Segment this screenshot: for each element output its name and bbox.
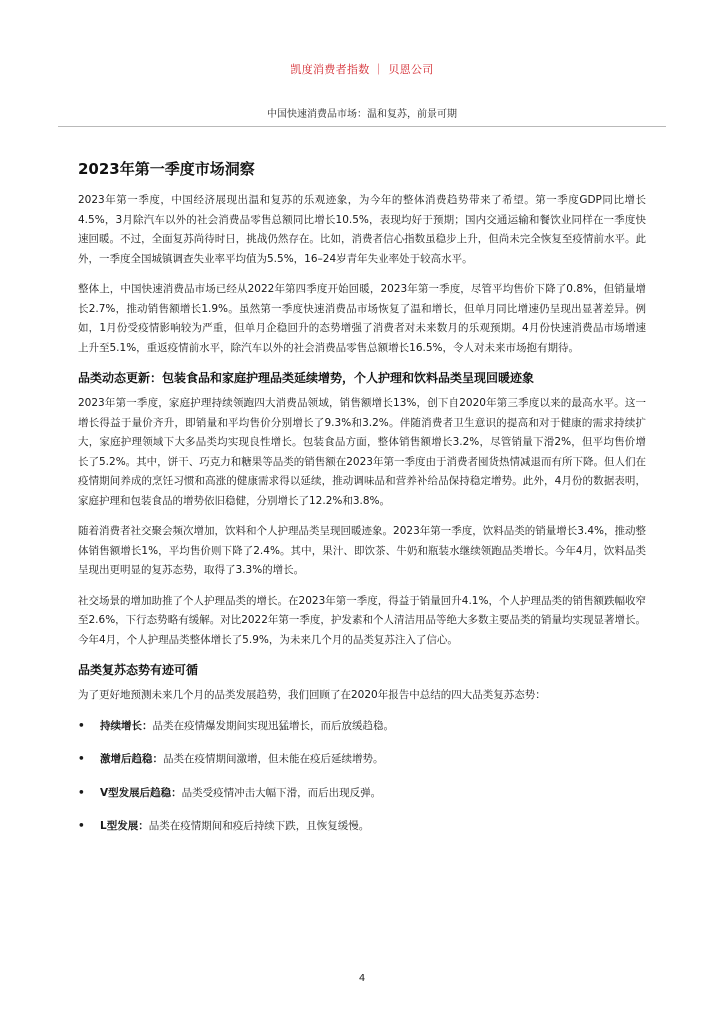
list-item [78, 750, 646, 770]
paragraph: 为了更好地预测未来几个月的品类发展趋势，我们回顾了在2020年报告中总结的四大品类复苏态势： [78, 689, 546, 701]
list-item-term: 持续增长： [100, 719, 153, 732]
list-item [78, 817, 646, 837]
paragraph: 2023年第一季度，中国经济展现出温和复苏的乐观迹象，为今年的整体消费趋势带来了希望。第一季度GDP同比增长4.5%，3月除汽车以外的社会消费品零售总额同比增长10.5%，表现均好于预期；国内交通运输和餐饮业同样在一季度快速回暖。不过，全面复苏尚待时日，挑战仍然存在。比如，消费者信心指数虽稳步上升，但尚未完全恢复至疫情前水平。此外，一季度全国城镇调查失业率平均值为5.5%，16–24岁青年失业率处于较高水平。 [78, 194, 646, 265]
subsection-title: 品类复苏态势有迹可循 [78, 663, 199, 677]
list-item-text: 品类在疫情期间和疫后持续下跌，且恢复缓慢。 [148, 820, 370, 832]
page-number: 4 [358, 973, 366, 984]
header-subtitle: 中国快速消费品市场：温和复苏，前景可期 [267, 109, 457, 120]
list-item-term: L型发展： [100, 820, 149, 832]
list-item-text: 品类在疫情期间激增，但未能在疫后延续增势。 [163, 753, 384, 765]
list-item [78, 784, 646, 804]
header-divider [58, 126, 666, 127]
recovery-pattern-list [78, 717, 646, 837]
list-item [78, 717, 646, 737]
paragraph: 2023年第一季度，家庭护理持续领跑四大消费品领域，销售额增长13%，创下自2020年第三季度以来的最高水平。这一增长得益于量价齐升，即销量和平均售价分别增长了9.3%和3.2%。伴随消费者卫生意识的提高和对于健康的需求持续扩大，家庭护理领域下大多品类均实现良性增长。包装食品方面，整体销售额增长3.2%，尽管销量下滑2%，但平均售价增长了5.2%。其中，饼干、巧克力和糖果等品类的销售额在2023年第一季度由于消费者囤货热情减退而有所下降。但人们在疫情期间养成的烹饪习惯和高涨的健康需求得以延续，推动调味品和营养补给品保持稳定增势。此外，4月份的数据表明，家庭护理和包装食品的增势依旧稳健，分别增长了12.2%和3.8%。 [78, 397, 646, 507]
header-brand: 凯度消费者指数 ｜ 贝恩公司 [290, 63, 434, 76]
paragraph: 社交场景的增加助推了个人护理品类的增长。在2023年第一季度，得益于销量回升4.1%，个人护理品类的销售额跌幅收窄至2.6%，下行态势略有缓解。对比2022年第一季度，护发素和个人清洁用品等绝大多数主要品类的销量均实现显著增长。今年4月，个人护理品类整体增长了5.9%，为未来几个月的品类复苏注入了信心。 [78, 594, 646, 646]
bullet: • [78, 753, 85, 765]
section-title: 2023年第一季度市场洞察 [78, 160, 255, 178]
list-item-text: 品类在疫情爆发期间实现迅猛增长，而后放缓趋稳。 [152, 719, 394, 732]
main-content [78, 158, 646, 851]
bullet: • [78, 820, 85, 832]
paragraph: 整体上，中国快速消费品市场已经从2022年第四季度开始回暖，2023年第一季度，尽管平均售价下降了0.8%，但销量增长2.7%，推动销售额增长1.9%。虽然第一季度快速消费品市场恢复了温和增长，但单月同比增速仍呈现出显著差异。例如，1月份受疫情影响较为严重，但单月企稳回升的态势增强了消费者对未来数月的乐观预期。4月份快速消费品市场增速上升至5.1%，重返疫情前水平，除汽车以外的社会消费品零售总额增长16.5%，令人对未来市场抱有期待。 [78, 283, 646, 354]
list-item-term: V型发展后趋稳： [100, 786, 182, 799]
subsection-title: 品类动态更新：包装食品和家庭护理品类延续增势，个人护理和饮料品类呈现回暖迹象 [78, 371, 535, 385]
bullet: • [78, 719, 85, 732]
bullet: • [78, 786, 85, 799]
list-item-term: 激增后趋稳： [100, 753, 163, 765]
list-item-text: 品类受疫情冲击大幅下滑，而后出现反弹。 [181, 786, 382, 799]
paragraph: 随着消费者社交聚会频次增加，饮料和个人护理品类呈现回暖迹象。2023年第一季度，饮料品类的销量增长3.4%，推动整体销售额增长1%，平均售价则下降了2.4%。其中，果汁、即饮茶、牛奶和瓶装水继续领跑品类增长。今年4月，饮料品类呈现出更明显的复苏态势，取得了3.3%的增长。 [78, 525, 646, 576]
